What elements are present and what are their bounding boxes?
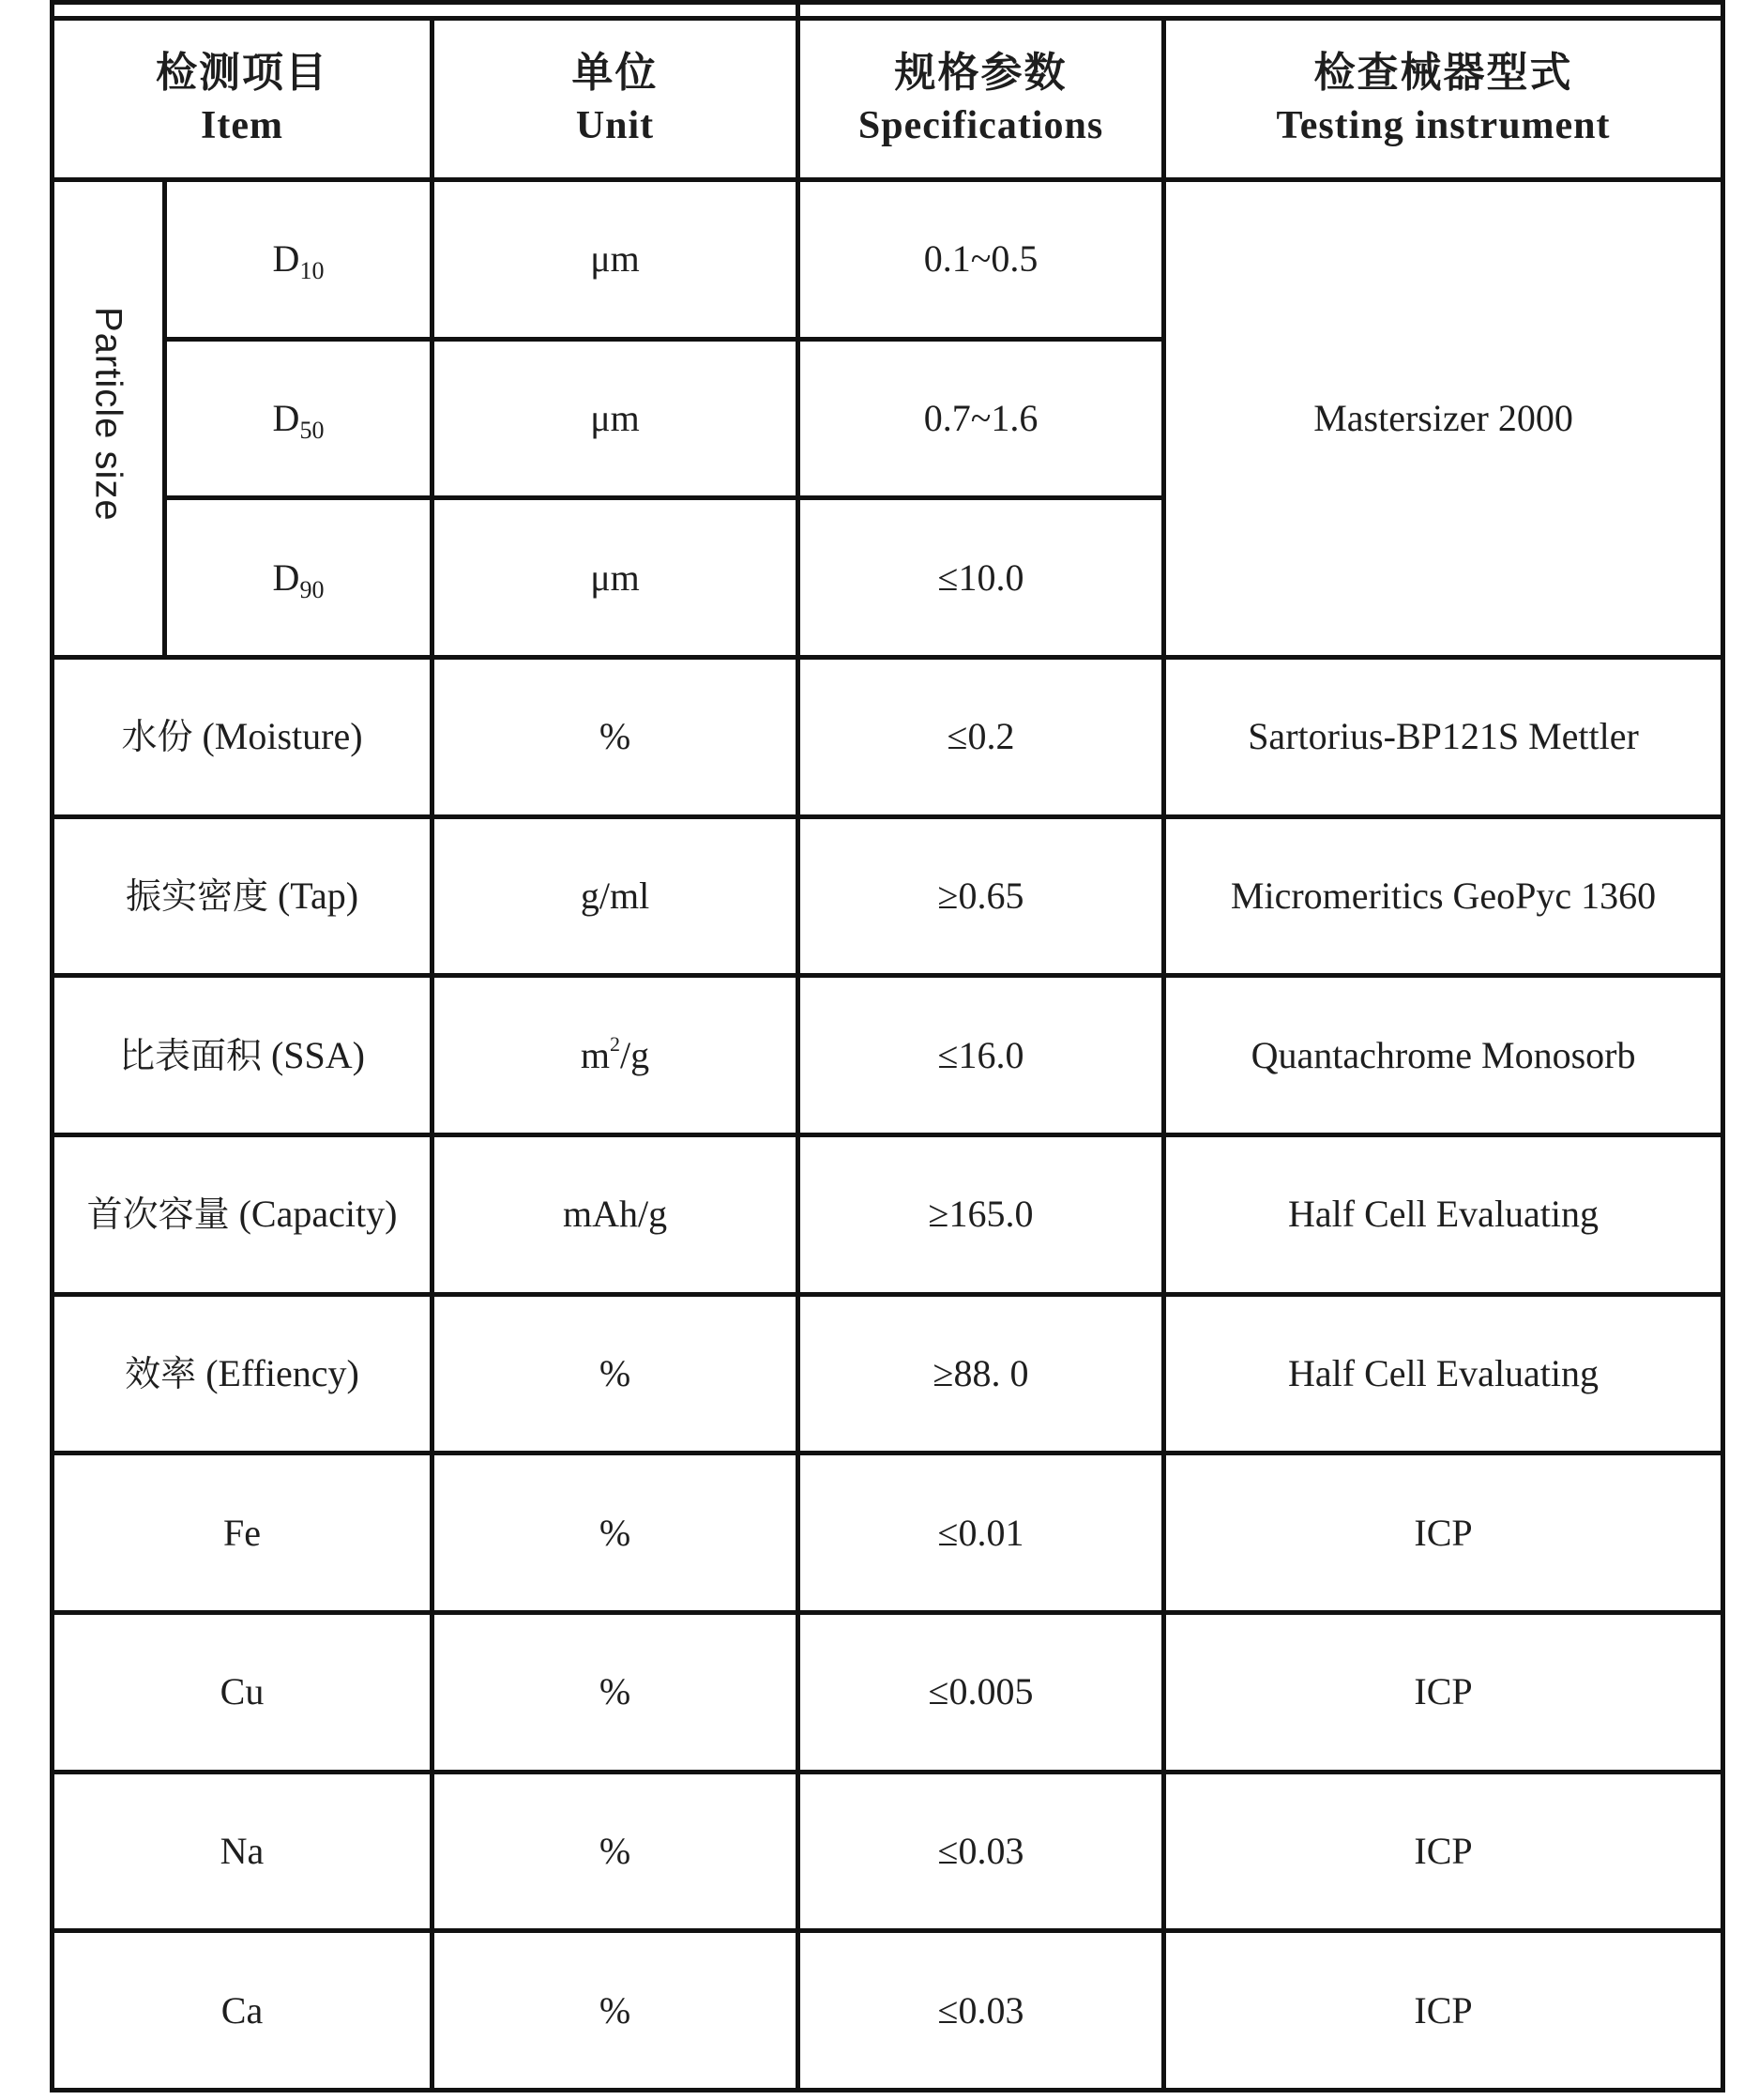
item-zh: 效率 xyxy=(125,1352,197,1394)
header-instrument-zh: 检查械器型式 xyxy=(1313,49,1573,98)
header-unit xyxy=(432,19,798,180)
unit-cell: % xyxy=(432,1612,798,1772)
item-subscript: 10 xyxy=(299,257,325,285)
instrument-cell: Mastersizer 2000 xyxy=(1164,179,1723,657)
item-en: (Effiency) xyxy=(205,1351,359,1394)
header-instrument xyxy=(1164,19,1723,180)
spec-cell: ≤0.03 xyxy=(798,1931,1164,2091)
unit-cell: g/ml xyxy=(432,816,798,976)
item-cell xyxy=(53,1294,432,1453)
item-base: D xyxy=(272,555,300,599)
spec-cell: 0.1~0.5 xyxy=(798,179,1164,339)
item-cell xyxy=(165,339,432,498)
unit-cell: % xyxy=(432,1772,798,1931)
instrument-cell: ICP xyxy=(1164,1612,1723,1772)
unit-superscript: 2 xyxy=(610,1031,621,1056)
item-cell: Ca xyxy=(53,1931,432,2091)
unit-cell: % xyxy=(432,1453,798,1613)
item-zh: 比表面积 xyxy=(118,1034,262,1076)
item-base: D xyxy=(272,396,300,439)
table-row-moisture xyxy=(53,657,1723,816)
table-row-ca xyxy=(53,1931,1723,2091)
item-cell xyxy=(53,976,432,1135)
unit-base: m xyxy=(580,1033,611,1076)
instrument-cell: Sartorius-BP121S Mettler xyxy=(1164,657,1723,816)
unit-cell: mAh/g xyxy=(432,1134,798,1294)
spec-cell: ≤10.0 xyxy=(798,498,1164,658)
item-zh: 首次容量 xyxy=(86,1194,230,1236)
particle-size-group-cell xyxy=(53,179,165,657)
top-strip-cell xyxy=(798,3,1723,19)
unit-cell: % xyxy=(432,1294,798,1453)
item-subscript: 90 xyxy=(299,575,325,603)
header-spec-en: Specifications xyxy=(857,103,1104,147)
unit-cell xyxy=(432,976,798,1135)
item-base: D xyxy=(272,237,300,281)
specification-table xyxy=(50,0,1725,2092)
unit-cell: μm xyxy=(432,339,798,498)
item-en: (Tap) xyxy=(277,874,359,917)
table-row-na xyxy=(53,1772,1723,1931)
table-row-efficiency xyxy=(53,1294,1723,1453)
unit-rest: /g xyxy=(620,1033,650,1076)
item-cell: Na xyxy=(53,1772,432,1931)
header-unit-en: Unit xyxy=(575,103,655,147)
spec-cell: ≥88. 0 xyxy=(798,1294,1164,1453)
instrument-cell: ICP xyxy=(1164,1772,1723,1931)
item-zh: 振实密度 xyxy=(125,875,268,917)
top-strip-cell xyxy=(53,3,798,19)
item-en: (SSA) xyxy=(270,1033,366,1076)
table-row-tap xyxy=(53,816,1723,976)
item-subscript: 50 xyxy=(299,416,325,444)
table-top-strip xyxy=(53,3,1723,19)
header-instrument-en: Testing instrument xyxy=(1276,103,1611,147)
spec-cell: ≤0.2 xyxy=(798,657,1164,816)
unit-cell: μm xyxy=(432,498,798,658)
header-spec-zh: 规格参数 xyxy=(894,49,1068,98)
spec-cell: ≤0.005 xyxy=(798,1612,1164,1772)
header-item-en: Item xyxy=(201,103,283,147)
instrument-cell: Half Cell Evaluating xyxy=(1164,1294,1723,1453)
table-row-ssa xyxy=(53,976,1723,1135)
table-row-capacity xyxy=(53,1134,1723,1294)
spec-cell: ≤16.0 xyxy=(798,976,1164,1135)
unit-cell: % xyxy=(432,657,798,816)
item-en: (Moisture) xyxy=(202,715,363,758)
unit-cell: % xyxy=(432,1931,798,2091)
item-cell xyxy=(165,179,432,339)
table-row-fe xyxy=(53,1453,1723,1613)
table-row-d10 xyxy=(53,179,1723,339)
instrument-cell: ICP xyxy=(1164,1453,1723,1613)
spec-cell: ≥0.65 xyxy=(798,816,1164,976)
instrument-cell: Micromeritics GeoPyc 1360 xyxy=(1164,816,1723,976)
table-row-cu xyxy=(53,1612,1723,1772)
header-unit-zh: 单位 xyxy=(571,49,659,98)
unit-cell: μm xyxy=(432,179,798,339)
instrument-cell: Quantachrome Monosorb xyxy=(1164,976,1723,1135)
instrument-cell: Half Cell Evaluating xyxy=(1164,1134,1723,1294)
item-cell xyxy=(53,816,432,976)
item-zh: 水份 xyxy=(121,716,193,758)
item-en: (Capacity) xyxy=(238,1193,398,1236)
item-cell: Fe xyxy=(53,1453,432,1613)
particle-size-label: Particle size xyxy=(87,306,129,522)
table-header-row xyxy=(53,19,1723,180)
spec-cell: ≤0.01 xyxy=(798,1453,1164,1613)
item-cell xyxy=(165,498,432,658)
item-cell xyxy=(53,657,432,816)
header-item-zh: 检测项目 xyxy=(156,49,328,98)
header-spec xyxy=(798,19,1164,180)
item-cell xyxy=(53,1134,432,1294)
item-cell: Cu xyxy=(53,1612,432,1772)
spec-cell: ≤0.03 xyxy=(798,1772,1164,1931)
spec-cell: ≥165.0 xyxy=(798,1134,1164,1294)
spec-cell: 0.7~1.6 xyxy=(798,339,1164,498)
header-item xyxy=(53,19,432,180)
instrument-cell: ICP xyxy=(1164,1931,1723,2091)
